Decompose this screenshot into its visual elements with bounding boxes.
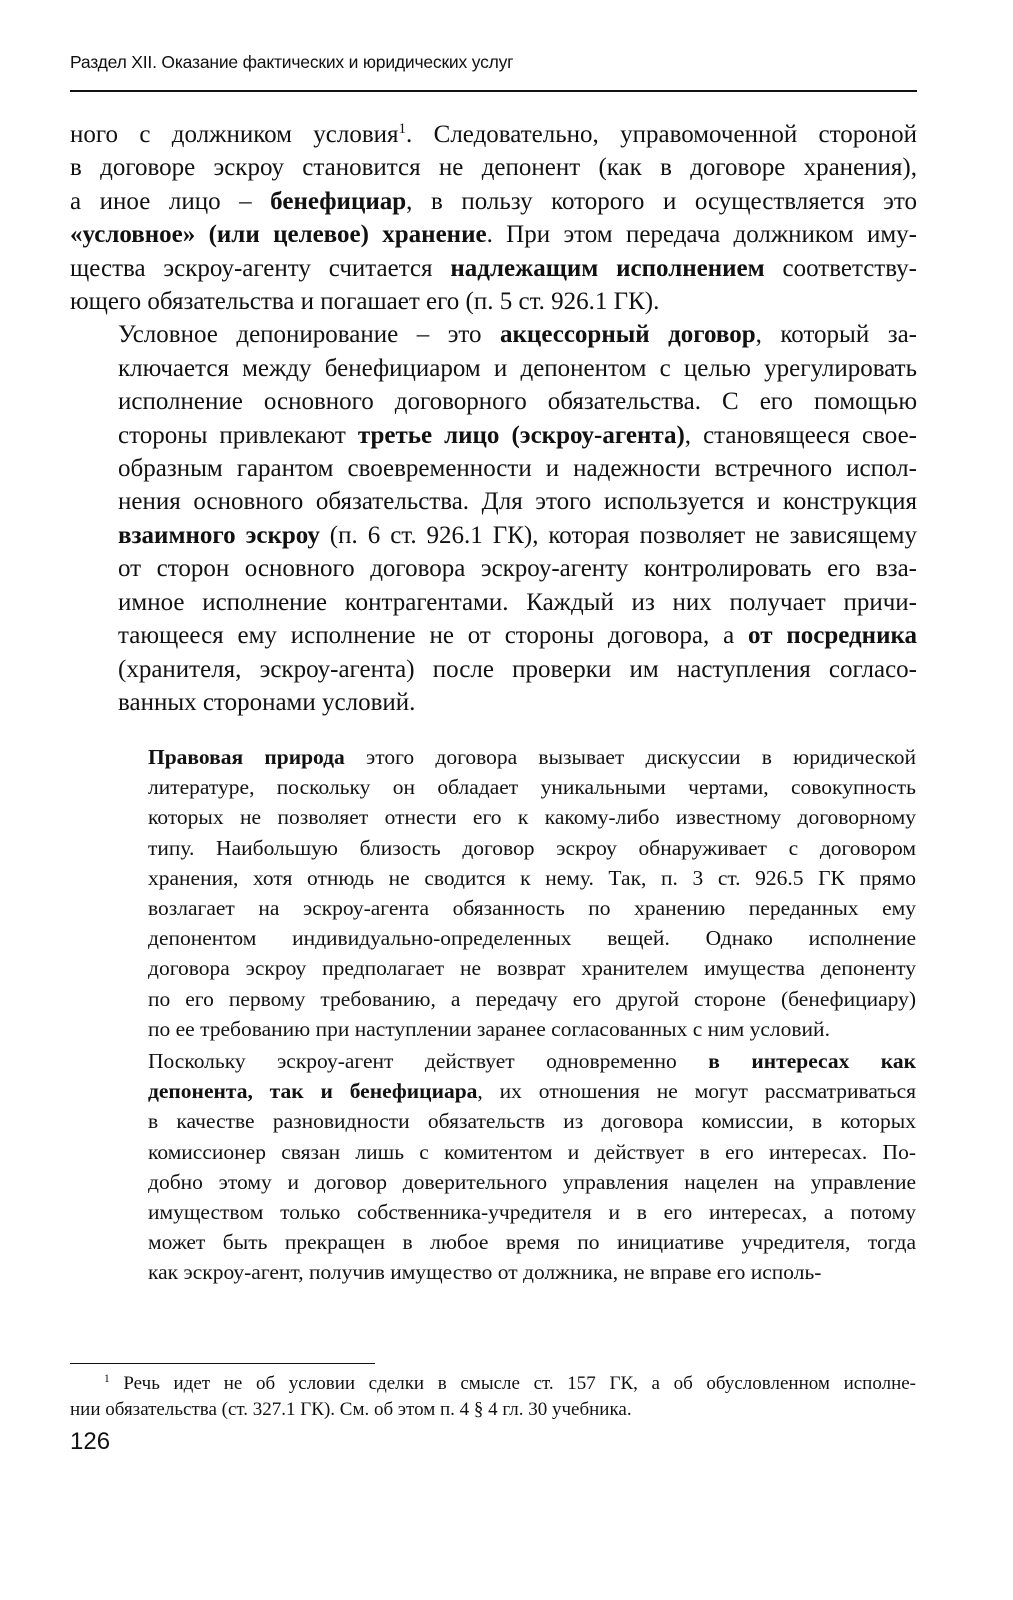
text-line xyxy=(70,385,917,418)
text-line xyxy=(108,923,916,953)
text-line xyxy=(108,1257,916,1287)
text-run: от сторон основного договора эскроу-агенту контролировать его вза- xyxy=(118,555,917,583)
footnote-marker: 1 xyxy=(104,1373,110,1386)
running-title: Раздел XII. Оказание фактических и юридических услуг xyxy=(70,52,514,72)
text-run: этого договора вызывает дискуссии в юридической xyxy=(344,745,916,769)
text-line xyxy=(108,1227,916,1257)
bold-term: бенефициар xyxy=(270,187,407,215)
text-line xyxy=(70,552,917,585)
text-line xyxy=(108,893,916,923)
text-run: имуществом только собственника-учредителя и в его интересах, а потому xyxy=(148,1200,916,1225)
text-line xyxy=(108,1137,916,1167)
text-run: по ее требованию при наступлении заранее согласованных с ним условий. xyxy=(148,1016,830,1041)
text-line xyxy=(70,419,917,452)
bold-term: «условное» (или целевое) хранение xyxy=(70,221,487,249)
bold-term: от посредника xyxy=(748,622,917,650)
text-run: может быть прекращен в любое время по инициативе учредителя, тогда xyxy=(148,1230,916,1255)
text-run: депонентом индивидуально-определенных вещей. Однако исполнение xyxy=(148,926,916,951)
text-line xyxy=(108,1167,916,1197)
text-line xyxy=(108,833,916,863)
text-run: соответству- xyxy=(764,254,917,282)
text-line xyxy=(70,586,917,619)
text-run: , становящееся свое- xyxy=(684,421,917,449)
text-line xyxy=(70,185,917,218)
text-run: (п. 6 ст. 926.1 ГК), которая позволяет не зависящему xyxy=(319,521,918,549)
text-run: . Следовательно, управомоченной стороной xyxy=(406,121,918,148)
footnote-line-1 xyxy=(70,1371,916,1397)
footnote-ref: 1 xyxy=(398,121,407,137)
text-run: договора эскроу предполагает не возврат хранителем имущества депоненту xyxy=(148,956,916,981)
text-run: возлагает на эскроу-агента обязанность по хранению переданных ему xyxy=(148,896,916,921)
text-line xyxy=(108,1046,916,1076)
text-run: , их отношения не могут рассматриваться xyxy=(477,1079,917,1104)
text-run: образным гарантом своевременности и надежности встречного испол- xyxy=(118,455,917,483)
paragraph-escrow-agent xyxy=(108,1046,916,1288)
header-rule xyxy=(70,90,917,92)
text-run: ключается между бенефициаром и депонентом с целью урегулировать xyxy=(118,354,917,382)
text-run: по его первому требованию, а передачу его другой стороне (бенефициару) xyxy=(148,986,916,1011)
footnote-line-2: нии обязательства (ст. 327.1 ГК). См. об этом п. 4 § 4 гл. 30 учебника. xyxy=(70,1399,632,1420)
text-line xyxy=(70,485,917,518)
text-line xyxy=(108,953,916,983)
small-print-block xyxy=(108,742,916,1288)
text-line xyxy=(108,1106,916,1136)
bold-term: взаимного эскроу xyxy=(118,521,320,549)
main-text xyxy=(70,118,917,719)
text-line xyxy=(70,285,917,318)
text-line xyxy=(108,772,916,802)
text-run: Условное депонирование – это xyxy=(118,321,501,349)
text-run: (хранителя, эскроу-агента) после проверки им наступления согласо- xyxy=(118,655,917,683)
text-run: нения основного обязательства. Для этого используется и конструкция xyxy=(118,488,917,516)
text-line xyxy=(70,619,917,652)
text-run: , который за- xyxy=(755,321,918,349)
bold-term: Правовая природа xyxy=(148,745,345,769)
text-run: имное исполнение контрагентами. Каждый из них получает причи- xyxy=(118,588,917,616)
text-line xyxy=(108,1076,916,1106)
text-run: как эскроу-агент, получив имущество от должника, не вправе его исполь- xyxy=(148,1260,822,1285)
text-run: типу. Наибольшую близость договор эскроу обнаруживает с договором xyxy=(148,835,916,860)
paragraph-1 xyxy=(70,118,917,318)
bold-term: третье лицо (эскроу-агента) xyxy=(357,421,685,449)
paragraph-2 xyxy=(70,318,917,719)
text-line xyxy=(108,1197,916,1227)
text-line xyxy=(108,802,916,832)
text-run: Поскольку эскроу-агент действует одновременно xyxy=(148,1049,709,1074)
text-run: . При этом передача должником иму- xyxy=(486,221,917,249)
paragraph-legal-nature xyxy=(108,742,916,1044)
text-line xyxy=(70,686,917,719)
bold-term: в интересах как xyxy=(708,1049,916,1074)
text-run: ного с должником условия xyxy=(70,121,399,148)
text-line xyxy=(70,218,917,251)
text-run: литературе, поскольку он обладает уникальными чертами, совокупность xyxy=(148,775,916,800)
text-line xyxy=(70,118,917,151)
text-run: добно этому и договор доверительного управления нацелен на управление xyxy=(148,1169,916,1194)
bold-term: акцессорный договор xyxy=(500,321,756,349)
text-line xyxy=(108,1014,916,1044)
bold-term: надлежащим исполнением xyxy=(450,254,765,282)
text-run: комиссионер связан лишь с комитентом и действует в его интересах. По- xyxy=(148,1139,916,1164)
text-line xyxy=(108,984,916,1014)
text-run: которых не позволяет отнести его к какому-либо известному договорному xyxy=(148,805,916,830)
bold-term: депонента, так и бенефициара xyxy=(148,1079,478,1104)
footnote xyxy=(70,1371,916,1423)
text-line xyxy=(108,863,916,893)
footnote-rule xyxy=(70,1363,375,1364)
text-line xyxy=(70,252,917,285)
text-line xyxy=(70,352,917,385)
page-number: 126 xyxy=(70,1428,111,1455)
text-line xyxy=(70,151,917,184)
text-run: ющего обязательства и погашает его (п. 5 ст. 926.1 ГК). xyxy=(70,288,660,316)
text-run: ванных сторонами условий. xyxy=(118,688,416,716)
text-line xyxy=(70,318,917,351)
text-run: стороны привлекают xyxy=(118,421,358,449)
text-line xyxy=(70,653,917,686)
text-line xyxy=(70,452,917,485)
text-run: тающееся ему исполнение не от стороны договора, а xyxy=(118,622,749,650)
text-line xyxy=(108,742,916,772)
text-run: , в пользу которого и осуществляется это xyxy=(406,187,917,215)
text-line xyxy=(70,519,917,552)
text-run: щества эскроу-агенту считается xyxy=(70,254,451,282)
footnote-text-1: Речь идет не об условии сделки в смысле ст. 157 ГК, а об обусловленном исполне- xyxy=(123,1373,916,1394)
text-run: исполнение основного договорного обязательства. С его помощью xyxy=(118,388,917,416)
text-run: в качестве разновидности обязательств из договора комиссии, в которых xyxy=(148,1109,916,1134)
text-run: хранения, хотя отнюдь не сводится к нему. Так, п. 3 ст. 926.5 ГК прямо xyxy=(148,865,916,890)
text-run: в договоре эскроу становится не депонент (как в договоре хранения), xyxy=(70,154,917,182)
text-run: а иное лицо – xyxy=(70,187,271,215)
